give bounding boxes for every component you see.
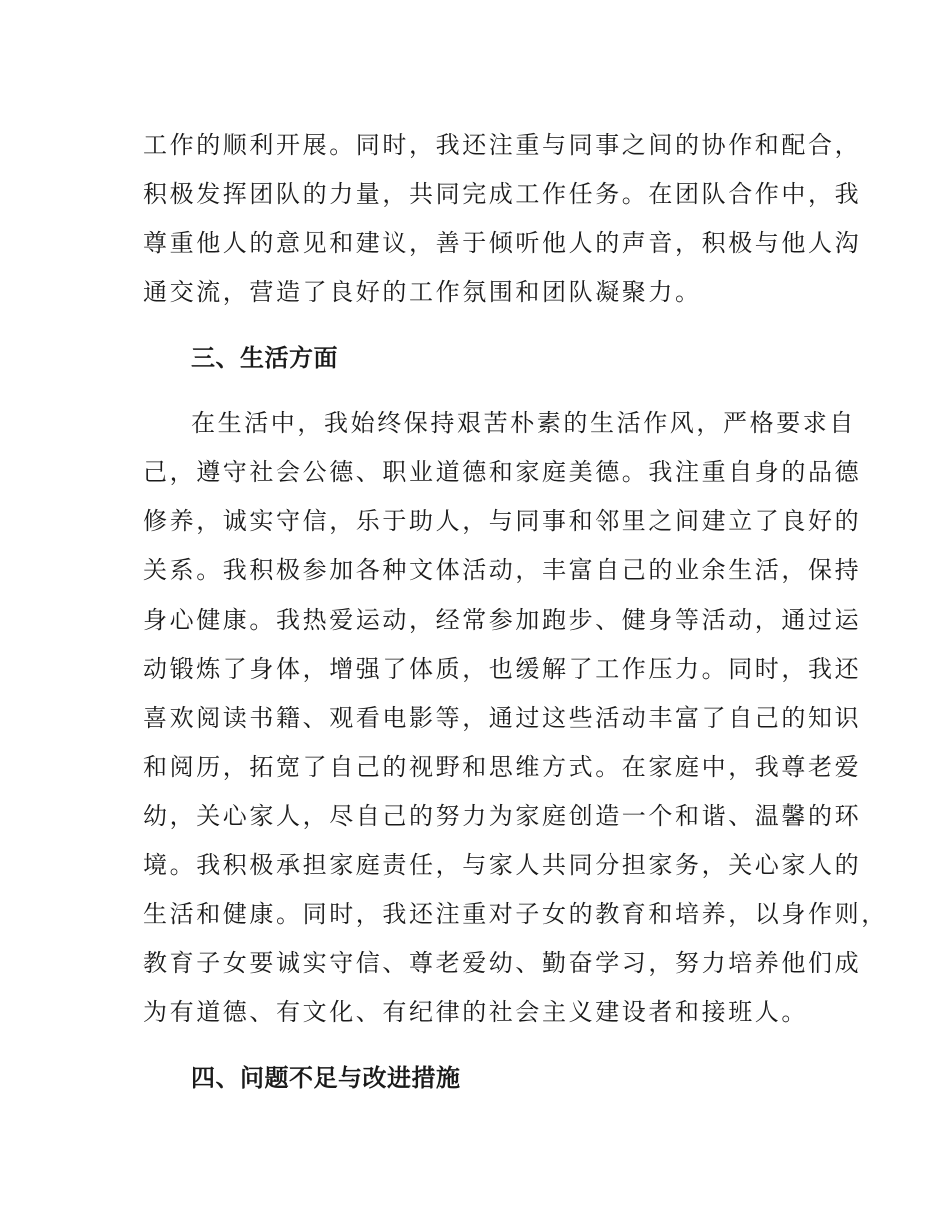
paragraph-line: 关系。我积极参加各种文体活动，丰富自己的业余生活，保持 xyxy=(143,556,862,584)
paragraph-line: 动锻炼了身体，增强了体质，也缓解了工作压力。同时，我还 xyxy=(143,655,862,683)
paragraph-line: 身心健康。我热爱运动，经常参加跑步、健身等活动，通过运 xyxy=(143,606,862,634)
section-heading: 三、生活方面 xyxy=(191,344,338,372)
paragraph-line: 和阅历，拓宽了自己的视野和思维方式。在家庭中，我尊老爱 xyxy=(143,753,862,781)
paragraph-line: 教育子女要诚实守信、尊老爱幼、勤奋学习，努力培养他们成 xyxy=(143,949,862,977)
paragraph-line: 积极发挥团队的力量，共同完成工作任务。在团队合作中，我 xyxy=(143,180,862,208)
paragraph-line: 尊重他人的意见和建议，善于倾听他人的声音，积极与他人沟 xyxy=(143,229,862,257)
paragraph-line: 生活和健康。同时，我还注重对子女的教育和培养，以身作则， xyxy=(143,900,888,928)
paragraph-line: 境。我积极承担家庭责任，与家人共同分担家务，关心家人的 xyxy=(143,851,862,879)
paragraph-line: 工作的顺利开展。同时，我还注重与同事之间的协作和配合， xyxy=(143,131,862,159)
paragraph-line: 在生活中，我始终保持艰苦朴素的生活作风，严格要求自 xyxy=(191,409,856,437)
section-heading: 四、问题不足与改进措施 xyxy=(191,1064,461,1092)
paragraph-line: 喜欢阅读书籍、观看电影等，通过这些活动丰富了自己的知识 xyxy=(143,704,862,732)
paragraph-line: 己，遵守社会公德、职业道德和家庭美德。我注重自身的品德 xyxy=(143,458,862,486)
paragraph-line: 幼，关心家人，尽自己的努力为家庭创造一个和谐、温馨的环 xyxy=(143,802,862,830)
paragraph-line: 通交流，营造了良好的工作氛围和团队凝聚力。 xyxy=(143,278,702,306)
paragraph-line: 为有道德、有文化、有纪律的社会主义建设者和接班人。 xyxy=(143,998,808,1026)
paragraph-line: 修养，诚实守信，乐于助人，与同事和邻里之间建立了良好的 xyxy=(143,507,862,535)
